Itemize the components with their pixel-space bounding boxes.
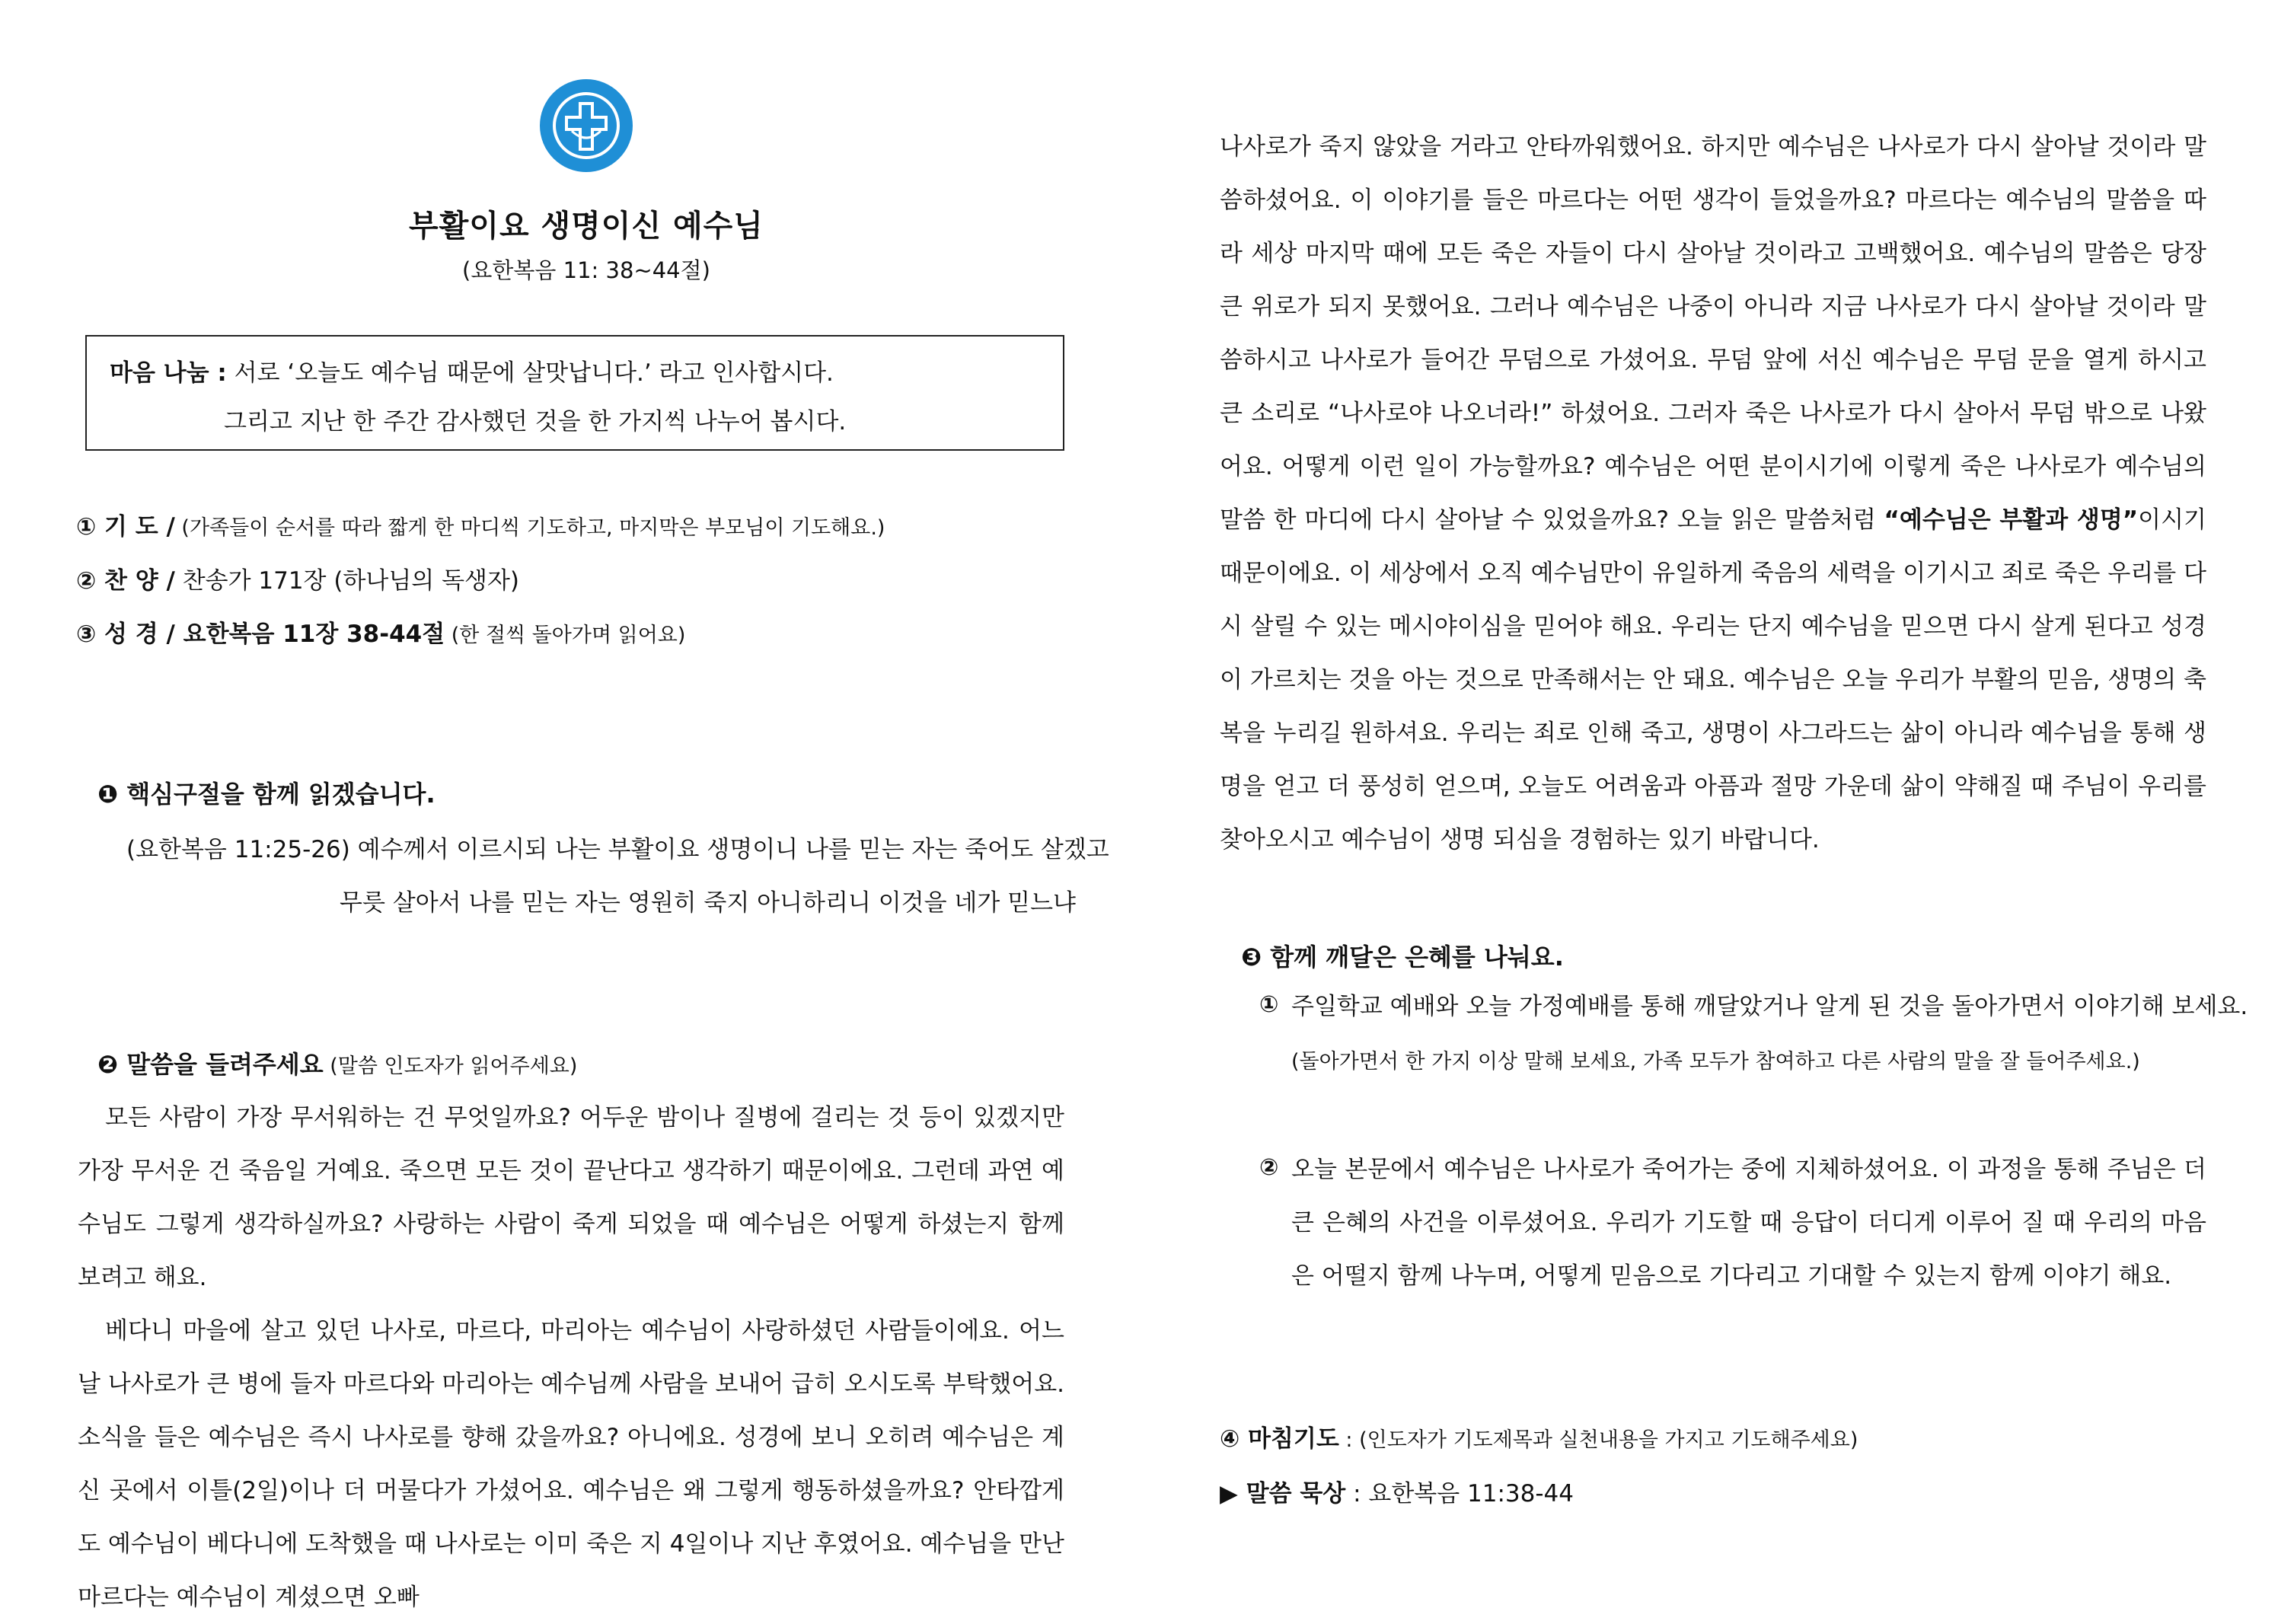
scripture-label: ③ 성 경 / xyxy=(76,621,175,648)
page-title: 부활이요 생명이신 예수님 xyxy=(409,209,764,244)
sharing-line-1 xyxy=(110,353,834,388)
closing-prayer-label: ④ 마침기도 xyxy=(1220,1425,1339,1453)
message-body-left xyxy=(78,1091,1064,1624)
hymn-label: ② 찬 양 / xyxy=(76,567,175,595)
question-1-marker: ① xyxy=(1259,991,1279,1018)
key-verse-line-2: 무릇 살아서 나를 믿는 자는 영원히 죽지 아니하리니 이것을 네가 믿느냐 xyxy=(340,889,1076,917)
closing-prayer xyxy=(1220,1419,1858,1453)
message-paragraph-3-part-1: 나사로가 죽지 않았을 거라고 안타까워했어요. 하지만 예수님은 나사로가 다시 살아날 것이라 말씀하셨어요. 이 이야기를 들은 마르다는 어떤 생각이 들었을까요? 마르다는 예수님의 말씀을 따라 세상 마지막 때에 모든 죽은 자들이 다시 살아날 것이라고 고백했어요. 예수님의 말씀은 당장 큰 위로가 되지 못했어요. 그러나 예수님은 나중이 아니라 지금 나사로가 다시 살아날 것이라 말씀하시고 나사로가 들어간 무덤으로 가셨어요. 무덤 앞에 서신 예수님은 무덤 문을 열게 하시고 큰 소리로 “나사로야 나오너라!” 하셨어요. 그러자 죽은 나사로가 다시 살아서 무덤 밖으로 나왔어요. 어떻게 이런 일이 가능할까요? 예수님은 어떤 분이시기에 이렇게 죽은 나사로가 예수님의 말씀 한 마디에 다시 살아날 수 있었을까요? 오늘 읽은 말씀처럼 xyxy=(1220,133,2206,534)
left-page xyxy=(0,0,1139,1610)
message-paragraph-3 xyxy=(1220,120,2206,866)
sharing-label: 마음 나눔 : xyxy=(110,359,227,387)
question-2-marker: ② xyxy=(1259,1154,1279,1181)
closing-prayer-note: : (인도자가 기도제목과 실천내용을 가지고 기도해주세요) xyxy=(1338,1428,1858,1452)
meditation-label: ▶ 말씀 묵상 xyxy=(1220,1480,1346,1508)
church-logo-icon xyxy=(538,78,634,174)
key-verse-heading: ❶ 핵심구절을 함께 읽겠습니다. xyxy=(97,780,436,809)
message-heading xyxy=(97,1045,577,1080)
sharing-text-2: 그리고 지난 한 주간 감사했던 것을 한 가지씩 나누어 봅시다. xyxy=(224,408,847,436)
question-2-text: 오늘 본문에서 예수님은 나사로가 죽어가는 중에 지체하셨어요. 이 과정을 통해 주님은 더 큰 은혜의 사건을 이루셨어요. 우리가 기도할 때 응답이 더디게 이루어 질 때 우리의 마음은 어떨지 함께 나누며, 어떻게 믿음으로 기다리고 기대할 수 있는지 함께 이야기 해요. xyxy=(1291,1156,2206,1290)
key-verse-line-1: (요한복음 11:25-26) 예수께서 이르시되 나는 부활이요 생명이니 나를 믿는 자는 죽어도 살겠고 xyxy=(126,836,1109,863)
page-subtitle: (요한복음 11: 38~44절) xyxy=(462,257,710,283)
prayer-label: ① 기 도 / xyxy=(76,513,175,541)
message-body-right xyxy=(1220,120,2206,866)
prayer-note: (가족들이 순서를 따라 짧게 한 마디씩 기도하고, 마지막은 부모님이 기도해요.) xyxy=(174,516,885,540)
message-heading-text: ❷ 말씀을 들려주세요 xyxy=(97,1050,324,1079)
right-page xyxy=(1139,0,2278,1610)
meditation xyxy=(1220,1474,1574,1508)
message-paragraph-2: 베다니 마을에 살고 있던 나사로, 마르다, 마리아는 예수님이 사랑하셨던 사람들이에요. 어느 날 나사로가 큰 병에 들자 마르다와 마리아는 예수님께 사람을 보내어 급히 오시도록 부탁했어요. 소식을 들은 예수님은 즉시 나사로를 향해 갔을까요? 아니에요. 성경에 보니 오히려 예수님은 계신 곳에서 이틀(2일)이나 더 머물다가 가셨어요. 예수님은 왜 그렇게 행동하셨을까요? 안타깝게도 예수님이 베다니에 도착했을 때 나사로는 이미 죽은 지 4일이나 지난 후였어요. 예수님을 만난 마르다는 예수님이 계셨으면 오빠 xyxy=(78,1317,1064,1611)
order-hymn xyxy=(76,561,519,595)
message-paragraph-1: 모든 사람이 가장 무서워하는 건 무엇일까요? 어두운 밤이나 질병에 걸리는 것 등이 있겠지만 가장 무서운 건 죽음일 거예요. 죽으면 모든 것이 끝난다고 생각하기 때문이에요. 그런데 과연 예수님도 그렇게 생각하실까요? 사랑하는 사람이 죽게 되었을 때 예수님은 어떻게 하셨는지 함께 보려고 해요. xyxy=(78,1104,1064,1291)
order-scripture xyxy=(76,614,685,649)
message-paragraph-3-part-2: 이시기 때문이에요. 이 세상에서 오직 예수님만이 유일하게 죽음의 세력을 이기시고 죄로 죽은 우리를 다시 살릴 수 있는 메시야이심을 믿어야 해요. 우리는 단지 예수님을 믿으면 다시 살게 된다고 성경이 가르치는 것을 아는 것으로 만족해서는 안 돼요. 예수님은 오늘 우리가 부활의 믿음, 생명의 축복을 누리길 원하셔요. 우리는 죄로 인해 죽고, 생명이 사그라드는 삶이 아니라 예수님을 통해 생명을 얻고 더 풍성히 얻으며, 오늘도 어려움과 아픔과 절망 가운데 삶이 약해질 때 주님이 우리를 찾아오시고 예수님이 생명 되심을 경험하는 있기 바랍니다. xyxy=(1220,506,2206,853)
scripture-text: 요한복음 11장 38-44절 xyxy=(174,621,445,648)
question-1-note: (돌아가면서 한 가지 이상 말해 보세요, 가족 모두가 참여하고 다른 사람의 말을 잘 들어주세요.) xyxy=(1291,1050,2140,1074)
grace-heading: ❸ 함께 깨달은 은혜를 나눠요. xyxy=(1241,943,1564,972)
scripture-note: (한 절씩 돌아가며 읽어요) xyxy=(445,624,686,647)
message-emphasis: “예수님은 부활과 생명” xyxy=(1884,506,2139,534)
hymn-text: 찬송가 171장 (하나님의 독생자) xyxy=(174,567,520,595)
sharing-box xyxy=(85,335,1064,451)
sharing-text-1: 서로 ‘오늘도 예수님 때문에 살맛납니다.’ 라고 인사합시다. xyxy=(226,359,834,387)
order-prayer xyxy=(76,507,885,541)
question-1-text: 주일학교 예배와 오늘 가정예배를 통해 깨달았거나 알게 된 것을 돌아가면서 이야기해 보세요. xyxy=(1291,993,2248,1020)
meditation-text: : 요한복음 11:38-44 xyxy=(1345,1480,1574,1508)
message-heading-note: (말씀 인도자가 읽어주세요) xyxy=(323,1054,578,1078)
